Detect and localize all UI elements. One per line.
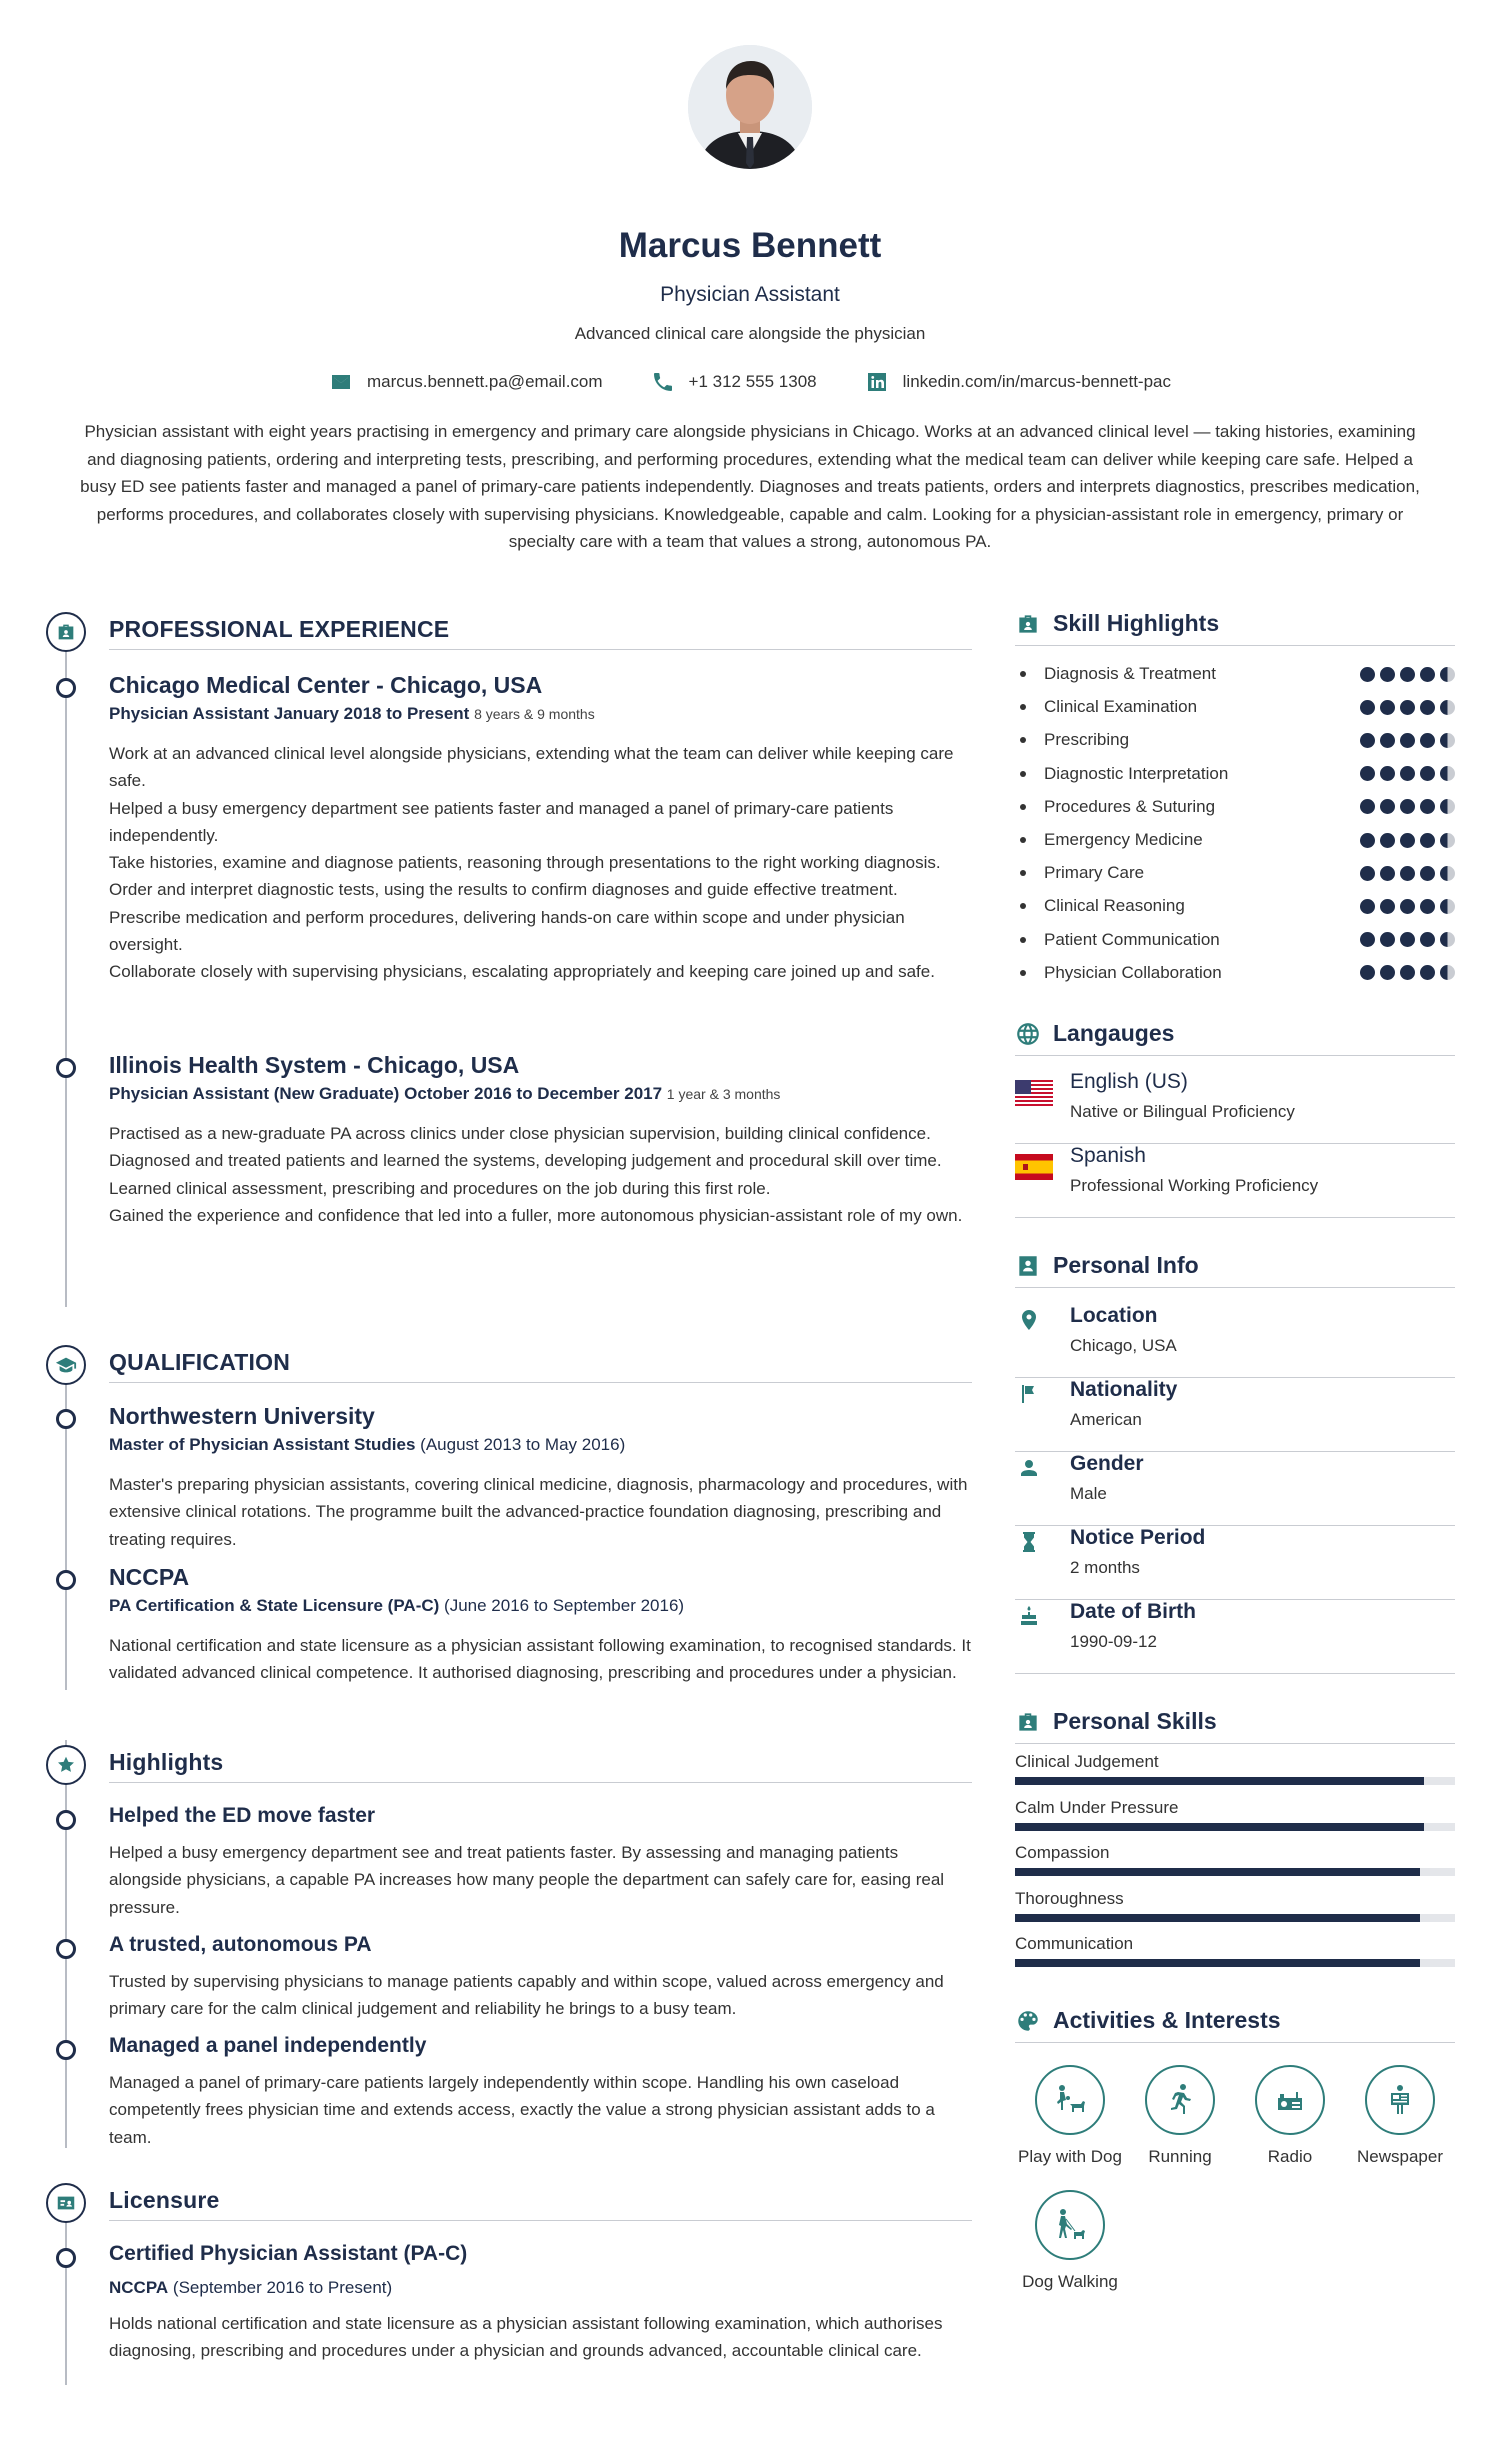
rating-dot: [1420, 700, 1435, 715]
rating-dot: [1440, 667, 1455, 682]
personal-skill-bar: [1015, 1823, 1455, 1831]
job-dates: January 2018 to Present: [273, 704, 470, 723]
bullet: [1020, 704, 1026, 710]
job-bullet: Helped a busy emergency department see patients faster and managed a panel of primary-care patients independently.: [109, 798, 894, 845]
bullet: [1020, 970, 1026, 976]
job-bullet: Prescribe medication and perform procedures, delivering hands-on care within scope and under physician oversight.: [109, 907, 905, 955]
person-icon: [1017, 1456, 1041, 1480]
personal-skill-bar-fill: [1015, 1868, 1420, 1876]
activity-newspaper: [1345, 2065, 1455, 2167]
qualification-description: National certification and state licensure as a physician assistant following examination, to recognised standards. It validated advanced clinical competence. It authorised diagnosing, prescribing and procedures under a physician.: [109, 1636, 971, 1683]
job-bullet: Diagnosed and treated patients and learned the systems, developing judgement and procedural skill over time.: [109, 1151, 942, 1171]
license-meta: [109, 2278, 392, 2298]
rating-dot: [1440, 965, 1455, 980]
radio-icon: [1270, 2080, 1310, 2120]
skill-highlights-header: [1015, 610, 1455, 646]
rating-dot: [1400, 932, 1415, 947]
job-bullet: Collaborate closely with supervising physicians, escalating appropriately and keeping care joined up and safe.: [109, 962, 935, 982]
bullet: [1020, 937, 1026, 943]
rating-dot: [1360, 667, 1375, 682]
personal-info-label: Location: [1070, 1304, 1158, 1327]
job-duration: 8 years & 9 months: [474, 706, 595, 722]
job-meta: [109, 704, 595, 724]
skill-item: [1020, 764, 1455, 784]
timeline-dot: [56, 1810, 76, 1830]
skill-name: Primary Care: [1044, 863, 1145, 883]
rating-dot: [1420, 799, 1435, 814]
rating-dot: [1380, 766, 1395, 781]
rating-dot: [1420, 899, 1435, 914]
license-description: Holds national certification and state licensure as a physician assistant following examination, which authorises diagnosing, prescribing and procedures under a physician and grounds advanced, accountable clinical care.: [109, 2314, 943, 2361]
skill-name: Prescribing: [1044, 730, 1130, 750]
highlight-title: Helped the ED move faster: [109, 1804, 376, 1827]
personal-skill-bar: [1015, 1777, 1455, 1785]
qualification-dates: (June 2016 to September 2016): [444, 1596, 685, 1615]
skill-item: [1020, 830, 1455, 850]
skill-rating: [1360, 965, 1455, 980]
highlight-title: Managed a panel independently: [109, 2034, 427, 2057]
rating-dot: [1440, 866, 1455, 881]
activity-label: Radio: [1267, 2147, 1313, 2166]
qualification-dates: (August 2013 to May 2016): [420, 1435, 626, 1454]
personal-skill-label: Calm Under Pressure: [1015, 1797, 1179, 1817]
language-level: Native or Bilingual Proficiency: [1070, 1102, 1295, 1121]
qualification-section-icon: [46, 1345, 86, 1385]
personal-info-header: [1015, 1252, 1455, 1288]
rating-dot: [1360, 766, 1375, 781]
linkedin-text: linkedin.com/in/marcus-bennett-pac: [902, 372, 1171, 391]
rating-dot: [1400, 899, 1415, 914]
contact-email[interactable]: [329, 370, 603, 394]
us-flag-icon: [1015, 1080, 1053, 1106]
job-title: Physician Assistant: [660, 283, 840, 306]
qualification-institution: Northwestern University: [109, 1403, 375, 1429]
personal-info-title: Personal Info: [1053, 1252, 1199, 1278]
rating-dot: [1440, 733, 1455, 748]
skill-name: Diagnostic Interpretation: [1044, 763, 1229, 783]
license-issuer: NCCPA: [109, 2278, 169, 2297]
skill-name: Physician Collaboration: [1044, 962, 1222, 982]
highlights-section-title: Highlights: [109, 1749, 972, 1783]
activity-label: Play with Dog: [1018, 2147, 1122, 2166]
job-dates: October 2016 to December 2017: [404, 1084, 663, 1103]
skill-rating: [1360, 899, 1455, 914]
qualification-section-title: QUALIFICATION: [109, 1349, 972, 1383]
languages-header: [1015, 1020, 1455, 1056]
job-bullet: Gained the experience and confidence that led into a fuller, more autonomous physician-assistant role of my own.: [109, 1205, 963, 1225]
rating-dot: [1380, 667, 1395, 682]
skill-item: [1020, 730, 1455, 750]
personal-info-item: [1015, 1526, 1455, 1600]
personal-skill-bar: [1015, 1959, 1455, 1967]
personal-skill-label: Communication: [1015, 1934, 1134, 1953]
bullet: [1020, 737, 1026, 743]
activity-play-with-dog: [1015, 2065, 1125, 2167]
skill-rating: [1360, 932, 1455, 947]
rating-dot: [1400, 833, 1415, 848]
phone-text: +1 312 555 1308: [688, 372, 817, 391]
linkedin-icon: [865, 370, 889, 394]
rating-dot: [1400, 866, 1415, 881]
skill-item: [1020, 930, 1455, 950]
experience-section-icon: [46, 612, 86, 652]
personal-skill-bar-fill: [1015, 1777, 1424, 1785]
personal-info-value: 2 months: [1070, 1558, 1140, 1577]
skill-item: [1020, 664, 1455, 684]
flag-icon: [1017, 1382, 1041, 1406]
skill-rating: [1360, 700, 1455, 715]
job-employer: Chicago Medical Center - Chicago, USA: [109, 672, 543, 698]
timeline-dot: [56, 1058, 76, 1078]
personal-skill-bar-fill: [1015, 1823, 1424, 1831]
activity-running: [1125, 2065, 1235, 2167]
bullet: [1020, 837, 1026, 843]
badge-icon: [1015, 611, 1041, 637]
activity-radio: [1235, 2065, 1345, 2167]
personal-info-value: Male: [1070, 1484, 1107, 1503]
rating-dot: [1400, 766, 1415, 781]
cake-icon: [1017, 1604, 1041, 1628]
qualification-description: Master's preparing physician assistants, covering clinical medicine, diagnosis, pharmacology and procedures, with extensive clinical rotations. The programme built the advanced-practice foundation diagnosing, prescribing and treating requires.: [109, 1475, 968, 1549]
skill-name: Diagnosis & Treatment: [1044, 664, 1216, 683]
rating-dot: [1420, 833, 1435, 848]
highlights-section-icon: [46, 1745, 86, 1785]
skill-name: Emergency Medicine: [1044, 830, 1203, 849]
rating-dot: [1420, 965, 1435, 980]
highlight-text: Managed a panel of primary-care patients largely independently within scope. Handling his own caseload competently frees physician time and extends access, exactly the value a strong physician assistant adds to a team.: [109, 2073, 935, 2147]
timeline-dot: [56, 1570, 76, 1590]
rating-dot: [1440, 799, 1455, 814]
timeline-dot: [56, 1409, 76, 1429]
rating-dot: [1400, 799, 1415, 814]
personal-info-label: Date of Birth: [1070, 1600, 1196, 1623]
skill-item: [1020, 697, 1455, 717]
bullet: [1020, 771, 1026, 777]
rating-dot: [1380, 932, 1395, 947]
job-position: Physician Assistant (New Graduate): [109, 1084, 400, 1103]
skill-rating: [1360, 833, 1455, 848]
skill-name: Procedures & Suturing: [1044, 796, 1216, 816]
qualification-degree: Master of Physician Assistant Studies: [109, 1435, 416, 1454]
timeline-line: [65, 2200, 67, 2385]
rating-dot: [1400, 667, 1415, 682]
job-bullet: Work at an advanced clinical level alongside physicians, extending what the team can deliver while keeping care safe.: [109, 744, 954, 791]
highlight-text: Helped a busy emergency department see and treat patients faster. By assessing and managing patients alongside physicians, a capable PA increases how many people the department can safely care for, easing real pressure.: [109, 1843, 945, 1917]
job-bullet: Learned clinical assessment, prescribing and procedures on the job during this first role.: [109, 1178, 771, 1198]
hourglass-icon: [1017, 1530, 1041, 1554]
rating-dot: [1420, 733, 1435, 748]
rating-dot: [1360, 866, 1375, 881]
candidate-name: Marcus Bennett: [618, 226, 882, 265]
globe-icon: [1015, 1021, 1041, 1047]
rating-dot: [1440, 932, 1455, 947]
rating-dot: [1380, 866, 1395, 881]
activity-dog-walking: [1015, 2190, 1125, 2292]
personal-skill-bar: [1015, 1914, 1455, 1922]
skill-name: Patient Communication: [1044, 929, 1220, 949]
es-flag-icon: [1015, 1154, 1053, 1180]
license-dates: (September 2016 to Present): [172, 2278, 393, 2297]
bullet: [1020, 804, 1026, 810]
bullet: [1020, 671, 1026, 677]
running-icon: [1160, 2080, 1200, 2120]
license-title: Certified Physician Assistant (PA-C): [109, 2242, 468, 2265]
personal-info-value: American: [1070, 1410, 1142, 1429]
qualification-institution: NCCPA: [109, 1564, 190, 1590]
language-level: Professional Working Proficiency: [1070, 1176, 1319, 1195]
qualification-meta: [109, 1435, 625, 1455]
activity-label: Running: [1148, 2147, 1212, 2166]
personal-info-value: 1990-09-12: [1070, 1632, 1157, 1651]
rating-dot: [1380, 799, 1395, 814]
rating-dot: [1440, 833, 1455, 848]
rating-dot: [1360, 833, 1375, 848]
rating-dot: [1360, 799, 1375, 814]
timeline-line: [65, 625, 67, 1307]
language-item: [1015, 1144, 1455, 1218]
rating-dot: [1420, 866, 1435, 881]
job-bullets: [109, 1120, 972, 1229]
licensure-section-icon: [46, 2183, 86, 2223]
skill-item: [1020, 963, 1455, 983]
personal-info-item: [1015, 1304, 1455, 1378]
rating-dot: [1440, 766, 1455, 781]
timeline-dot: [56, 678, 76, 698]
rating-dot: [1360, 733, 1375, 748]
personal-info-label: Nationality: [1070, 1378, 1178, 1401]
qualification-meta: [109, 1596, 684, 1616]
contact-linkedin[interactable]: [865, 370, 1171, 394]
activity-label: Dog Walking: [1022, 2272, 1118, 2291]
bullet: [1020, 903, 1026, 909]
timeline-dot: [56, 1939, 76, 1959]
timeline-dot: [56, 2040, 76, 2060]
rating-dot: [1380, 733, 1395, 748]
personal-info-label: Notice Period: [1070, 1526, 1206, 1549]
skill-highlights-title: Skill Highlights: [1053, 610, 1220, 636]
rating-dot: [1440, 700, 1455, 715]
language-item: [1015, 1070, 1455, 1144]
id-card-icon: [1015, 1253, 1041, 1279]
contact-phone[interactable]: [651, 370, 817, 394]
job-bullet: Order and interpret diagnostic tests, using the results to confirm diagnoses and guide effective treatment.: [109, 880, 898, 900]
tagline: Advanced clinical care alongside the physician: [574, 324, 926, 343]
personal-info-item: [1015, 1452, 1455, 1526]
rating-dot: [1380, 965, 1395, 980]
rating-dot: [1420, 667, 1435, 682]
timeline-dot: [56, 2248, 76, 2268]
dog-walking-icon: [1050, 2205, 1090, 2245]
email-icon: [329, 370, 353, 394]
newspaper-icon: [1380, 2080, 1420, 2120]
rating-dot: [1380, 700, 1395, 715]
personal-skill-label: Clinical Judgement: [1015, 1752, 1159, 1771]
personal-info-item: [1015, 1378, 1455, 1452]
location-pin-icon: [1017, 1308, 1041, 1332]
skill-rating: [1360, 866, 1455, 881]
rating-dot: [1400, 733, 1415, 748]
skill-rating: [1360, 766, 1455, 781]
highlight-text: Trusted by supervising physicians to manage patients capably and within scope, valued across emergency and primary care for the calm clinical judgement and reliability he brings to a busy team.: [109, 1972, 944, 2019]
job-employer: Illinois Health System - Chicago, USA: [109, 1052, 520, 1078]
profile-summary: Physician assistant with eight years practising in emergency and primary care alongside physicians in Chicago. Works at an advanced clinical level — taking histories, examining and diagnosing patients, ordering and interpreting tests, prescribing, and performing procedures, extending what the medical team can deliver while keeping care safe. Helped a busy ED see patients faster and managed a panel of primary-care patients independently. Diagnoses and treats patients, orders and interprets diagnostics, prescribes medication, performs procedures, and collaborates closely with supervising physicians. Knowledgeable, capable and calm. Looking for a physician-assistant role in emergency, primary or specialty care with a team that values a strong, autonomous PA.: [80, 422, 1420, 551]
rating-dot: [1360, 965, 1375, 980]
personal-info-label: Gender: [1070, 1452, 1144, 1475]
rating-dot: [1420, 932, 1435, 947]
personal-info-item: [1015, 1600, 1455, 1674]
dog-play-icon: [1050, 2080, 1090, 2120]
rating-dot: [1360, 932, 1375, 947]
languages-title: Langauges: [1053, 1020, 1175, 1046]
rating-dot: [1420, 766, 1435, 781]
rating-dot: [1360, 899, 1375, 914]
personal-skills-title: Personal Skills: [1053, 1708, 1217, 1734]
job-duration: 1 year & 3 months: [666, 1086, 781, 1102]
activity-label: Newspaper: [1357, 2147, 1443, 2166]
personal-info-value: Chicago, USA: [1070, 1336, 1177, 1355]
phone-icon: [651, 370, 675, 394]
badge-icon: [1015, 1709, 1041, 1735]
skill-rating: [1360, 667, 1455, 682]
job-bullet: Practised as a new-graduate PA across clinics under close physician supervision, building clinical confidence.: [109, 1124, 931, 1143]
skill-item: [1020, 797, 1455, 817]
skill-name: Clinical Reasoning: [1044, 896, 1185, 916]
job-bullets: [109, 740, 972, 986]
rating-dot: [1380, 899, 1395, 914]
personal-skill-label: Thoroughness: [1015, 1888, 1124, 1908]
skill-item: [1020, 863, 1455, 883]
personal-skill-bar-fill: [1015, 1959, 1420, 1967]
rating-dot: [1380, 833, 1395, 848]
skill-rating: [1360, 799, 1455, 814]
experience-section-title: PROFESSIONAL EXPERIENCE: [109, 616, 972, 650]
skill-item: [1020, 896, 1455, 916]
personal-skills-header: [1015, 1708, 1455, 1744]
rating-dot: [1440, 899, 1455, 914]
skill-name: Clinical Examination: [1044, 697, 1198, 717]
highlight-title: A trusted, autonomous PA: [109, 1933, 372, 1956]
language-name: Spanish: [1070, 1144, 1146, 1167]
activities-title: Activities & Interests: [1053, 2007, 1281, 2033]
contact-bar: [0, 370, 1500, 394]
language-name: English (US): [1070, 1070, 1188, 1093]
rating-dot: [1400, 965, 1415, 980]
rating-dot: [1360, 700, 1375, 715]
email-text: marcus.bennett.pa@email.com: [367, 372, 603, 391]
personal-skill-bar: [1015, 1868, 1455, 1876]
rating-dot: [1400, 700, 1415, 715]
profile-photo: [688, 45, 812, 169]
qualification-degree: PA Certification & State Licensure (PA-C): [109, 1596, 440, 1615]
job-bullet: Take histories, examine and diagnose patients, reasoning through presentations to the right working diagnosis.: [109, 853, 941, 873]
activities-header: [1015, 2007, 1455, 2043]
personal-skill-bar-fill: [1015, 1914, 1420, 1922]
licensure-section-title: Licensure: [109, 2187, 972, 2221]
job-position: Physician Assistant: [109, 704, 269, 723]
skill-rating: [1360, 733, 1455, 748]
palette-icon: [1015, 2008, 1041, 2034]
job-meta: [109, 1084, 780, 1104]
personal-skill-label: Compassion: [1015, 1843, 1110, 1862]
bullet: [1020, 870, 1026, 876]
